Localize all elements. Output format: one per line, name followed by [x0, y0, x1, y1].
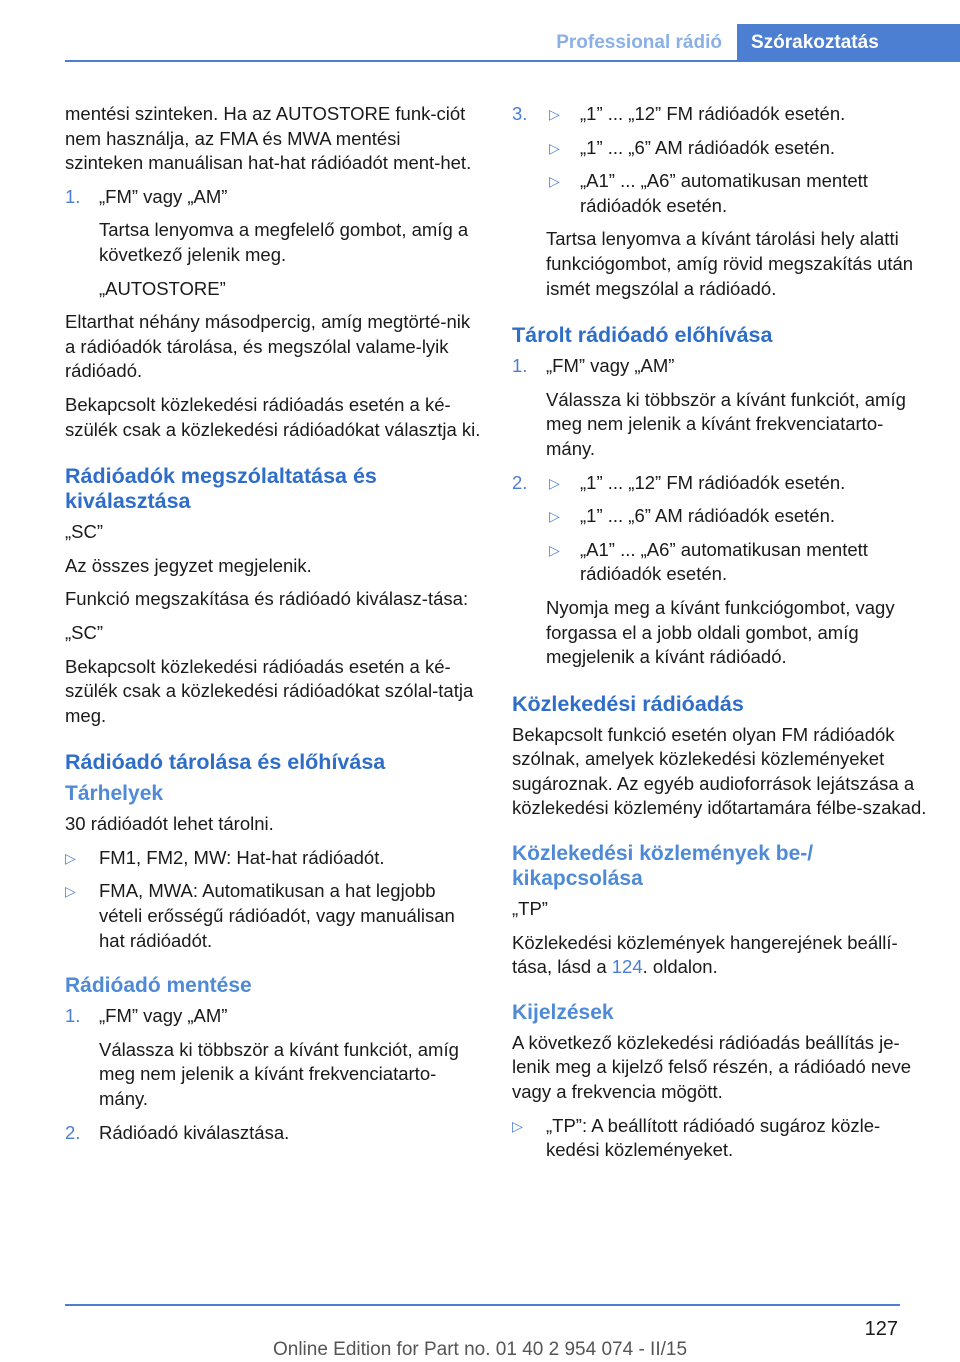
- save-step-3: [512, 102, 928, 127]
- step-1: [65, 185, 481, 210]
- header-section-title: Professional rádió: [556, 32, 722, 53]
- step-number: 3.: [512, 103, 528, 124]
- bullet-triangle-icon: ▷: [549, 173, 560, 190]
- recall-step-2-detail: Nyomja meg a kívánt funkciógombot, vagy forgassa el a jobb oldali gombot, amíg megjelenik a kívánt rádióadó.: [546, 596, 895, 668]
- paragraph-volume: [512, 931, 928, 980]
- step-1-detail: Tartsa lenyomva a megfelelő gombot, amíg a következő jelenik meg.: [99, 219, 469, 265]
- bullet-item: [512, 169, 928, 218]
- paragraph: Bekapcsolt funkció esetén olyan FM rádióadók szólnak, amelyek közlekedési közleményeket sugároznak. Az egyéb audioforrások lejátszása a közlekedési közlemény időtartamára félbe-szakad.: [512, 723, 927, 819]
- step-text: „FM” vagy „AM”: [546, 355, 675, 377]
- sc-label: „SC”: [65, 621, 104, 643]
- bullet-triangle-icon: ▷: [65, 849, 76, 866]
- save-step-1-detail: Válassza ki többször a kívánt funkciót, amíg meg nem jelenik a kívánt frekvenciatarto-mány.: [99, 1038, 459, 1110]
- step-number: 2.: [512, 471, 528, 493]
- step-text: Rádióadó kiválasztása.: [99, 1121, 290, 1143]
- sc-label: „SC”: [65, 521, 104, 543]
- paragraph: Bekapcsolt közlekedési rádióadás esetén a ké-szülék csak a közlekedési rádióadókat választja ki.: [65, 393, 481, 440]
- paragraph: Az összes jegyzet megjelenik.: [65, 554, 312, 576]
- page-header: [65, 24, 960, 62]
- step-number: 2.: [65, 1121, 81, 1143]
- bullet-triangle-icon: ▷: [512, 1117, 523, 1134]
- bullet-triangle-icon: ▷: [549, 474, 560, 491]
- heading-store-recall: Rádióadó tárolása és előhívása: [65, 750, 386, 775]
- bullet-item: [512, 504, 928, 529]
- bullet-item: [65, 846, 481, 871]
- bullet-triangle-icon: ▷: [549, 139, 560, 156]
- save-step-2: [65, 1121, 481, 1146]
- save-step-3-detail: Tartsa lenyomva a kívánt tárolási hely alatti funkciógombot, amíg rövid megszakítás után ismét megszólal a rádióadó.: [546, 228, 914, 299]
- text-span: . oldalon.: [642, 956, 718, 978]
- bullet-text: FM1, FM2, MW: Hat-hat rádióadót.: [99, 846, 385, 868]
- recall-step-2: [512, 471, 928, 496]
- bullet-text: FMA, MWA: Automatikusan a hat legjobb vételi erősségű rádióadót, vagy manuálisan hat rádióadót.: [99, 880, 455, 951]
- heading-select-stations: Rádióadók megszólaltatása és kiválasztása: [65, 464, 377, 514]
- recall-step-1-detail: Válassza ki többször a kívánt funkciót, amíg meg nem jelenik a kívánt frekvenciatarto-mány.: [546, 388, 906, 459]
- footer-edition: Online Edition for Part no. 01 40 2 954 074 - II/15: [272, 1339, 688, 1360]
- recall-step-1: [512, 354, 928, 379]
- step-number: 1.: [512, 355, 528, 377]
- left-column: [65, 102, 481, 1154]
- heading-traffic-radio: Közlekedési rádióadás: [512, 691, 744, 716]
- header-rule: [65, 60, 960, 62]
- page-reference-link[interactable]: 124: [611, 956, 643, 978]
- bullet-text: „1” ... „12” FM rádióadók esetén.: [580, 471, 846, 493]
- bullet-item: [65, 879, 481, 953]
- bullet-text: „A1” ... „A6” automatikusan mentett rádióadók esetén.: [580, 170, 868, 216]
- bullet-triangle-icon: ▷: [549, 508, 560, 525]
- heading-traffic-toggle: Közlekedési közlemények be-/ kikapcsolása: [512, 842, 814, 891]
- bullet-text: „A1” ... „A6” automatikusan mentett rádióadók esetén.: [580, 538, 868, 585]
- paragraph: Bekapcsolt közlekedési rádióadás esetén a ké-szülék csak a közlekedési rádióadókat szólal-tatja meg.: [65, 655, 474, 726]
- right-column: [512, 102, 928, 1172]
- paragraph: Funkció megszakítása és rádióadó kiválasz-tása:: [65, 588, 469, 610]
- header-chapter-tab: Szórakoztatás: [737, 24, 960, 62]
- tp-label: „TP”: [512, 898, 548, 920]
- bullet-triangle-icon: ▷: [65, 883, 76, 900]
- bullet-item: [512, 136, 928, 161]
- save-step-1: [65, 1004, 481, 1029]
- bullet-triangle-icon: ▷: [549, 106, 560, 122]
- bullet-text: „TP”: A beállított rádióadó sugároz közle-kedési közleményeket.: [546, 1114, 881, 1161]
- paragraph: A következő közlekedési rádióadás beállítás je-lenik meg a kijelző felső részén, a rádióadó neve vagy a frekvencia mögött.: [512, 1031, 912, 1103]
- step-number: 1.: [65, 185, 81, 207]
- bullet-text: „1” ... „6” AM rádióadók esetén.: [580, 136, 836, 158]
- heading-save-station: Rádióadó mentése: [65, 974, 252, 998]
- bullet-item: [512, 1114, 928, 1163]
- paragraph: 30 rádióadót lehet tárolni.: [65, 813, 274, 835]
- page-number: 127: [864, 1318, 898, 1340]
- heading-recall-station: Tárolt rádióadó előhívása: [512, 323, 773, 348]
- step-number: 1.: [65, 1005, 81, 1027]
- bullet-text: „1” ... „6” AM rádióadók esetén.: [580, 505, 836, 527]
- text-span: Közlekedési közlemények hangerejének beállí-tása, lásd a: [512, 931, 898, 978]
- footer-rule: [65, 1304, 900, 1306]
- heading-memory-slots: Tárhelyek: [65, 782, 164, 806]
- bullet-text: „1” ... „12” FM rádióadók esetén.: [580, 103, 846, 124]
- step-text: „FM” vagy „AM”: [99, 1005, 228, 1027]
- paragraph: Eltarthat néhány másodpercig, amíg megtörté-nik a rádióadók tárolása, és megszólal valame-lyik rádióadó.: [65, 311, 471, 382]
- intro-paragraph: mentési szinteken. Ha az AUTOSTORE funk-ciót nem használja, az FMA és MWA mentési szinteken manuálisan hat-hat rádióadót ment-het.: [65, 103, 472, 174]
- bullet-item: [512, 538, 928, 587]
- heading-displays: Kijelzések: [512, 1000, 614, 1024]
- bullet-triangle-icon: ▷: [549, 541, 560, 558]
- step-1-display-text: „AUTOSTORE”: [99, 277, 226, 299]
- step-text: „FM” vagy „AM”: [99, 185, 228, 207]
